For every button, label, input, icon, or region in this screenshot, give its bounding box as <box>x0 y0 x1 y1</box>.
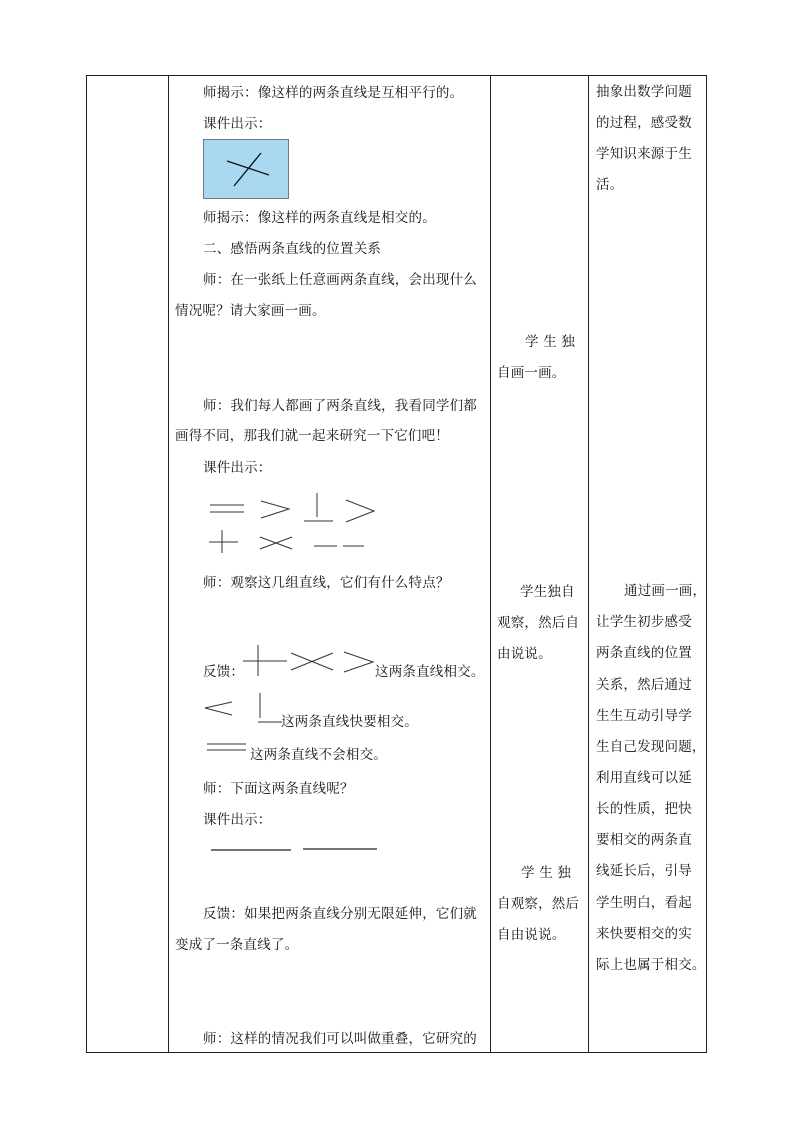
design-intent-text: 学知识来源于生 <box>596 146 692 162</box>
student-activity-text: 学生独自 <box>520 584 575 600</box>
main-text-line: 反馈：如果把两条直线分别无限延伸，它们就 <box>203 906 477 922</box>
design-intent-text: 学生明白，看起 <box>596 895 692 911</box>
main-text-line: 师揭示：像这样的两条直线是相交的。 <box>203 210 436 226</box>
student-activity-text: 由说说。 <box>497 646 552 662</box>
main-text-line: 画得不同，那我们就一起来研究一下它们吧！ <box>175 428 449 444</box>
column-divider-2 <box>490 75 491 1053</box>
feedback-label: 反馈： <box>203 664 245 680</box>
intersecting-pairs-figure <box>241 642 375 682</box>
section-heading: 二、感悟两条直线的位置关系 <box>203 241 382 257</box>
design-intent-text: 两条直线的位置 <box>596 645 692 661</box>
design-intent-text: 要相交的两条直 <box>596 832 692 848</box>
intersecting-lines-figure <box>203 139 289 199</box>
main-text-line: 课件出示： <box>203 812 272 828</box>
main-text-line: 师揭示：像这样的两条直线是互相平行的。 <box>203 85 464 101</box>
main-text-line: 情况呢？请大家画一画。 <box>175 303 326 319</box>
feedback-text: 这两条直线快要相交。 <box>281 714 418 730</box>
design-intent-text: 利用直线可以延 <box>596 770 692 786</box>
main-text-line: 师：我们每人都画了两条直线，我看同学们都 <box>203 398 477 414</box>
design-intent-text: 生生互动引导学 <box>596 708 692 724</box>
main-text-line: 师：观察这几组直线，它们有什么特点？ <box>203 575 450 591</box>
student-activity-text: 自画一画。 <box>497 365 566 381</box>
student-activity-text: 自由说说。 <box>497 927 566 943</box>
design-intent-text: 的过程，感受数 <box>596 115 692 131</box>
parallel-pair-figure <box>205 740 247 756</box>
design-intent-text: 活。 <box>596 177 624 193</box>
design-intent-text: 长的性质，把快 <box>596 801 692 817</box>
student-activity-text: 学 生 独 <box>521 865 572 881</box>
column-divider-3 <box>588 75 589 1053</box>
design-intent-text: 通过画一画， <box>624 583 707 599</box>
student-activity-text: 观察，然后自 <box>497 615 580 631</box>
design-intent-text: 线延长后，引导 <box>596 863 692 879</box>
main-text-line: 师：这样的情况我们可以叫做重叠，它研究的 <box>203 1031 477 1047</box>
design-intent-text: 来快要相交的实 <box>596 926 692 942</box>
nearly-intersecting-pairs-figure <box>202 690 282 726</box>
main-text-line: 课件出示： <box>203 116 272 132</box>
design-intent-text: 际上也属于相交。 <box>596 957 706 973</box>
student-activity-text: 自观察，然后 <box>497 896 580 912</box>
design-intent-text: 让学生初步感受 <box>596 614 692 630</box>
design-intent-text: 抽象出数学问题 <box>596 84 692 100</box>
main-text-line: 师：在一张纸上任意画两条直线，会出现什么 <box>203 272 477 288</box>
column-divider-1 <box>168 75 169 1053</box>
main-text-line: 师：下面这两条直线呢？ <box>203 781 354 797</box>
main-text-line: 课件出示： <box>203 460 272 476</box>
courseware-intersecting-lines-image <box>203 139 289 199</box>
design-intent-text: 生自己发现问题， <box>596 739 706 755</box>
feedback-text: 这两条直线相交。 <box>375 664 485 680</box>
feedback-text: 这两条直线不会相交。 <box>250 747 387 763</box>
courseware-line-pairs-figure <box>200 490 385 556</box>
student-activity-text: 学 生 独 <box>525 334 576 350</box>
collinear-segments-figure <box>205 842 381 856</box>
main-text-line: 变成了一条直线了。 <box>175 937 299 953</box>
design-intent-text: 关系，然后通过 <box>596 677 692 693</box>
